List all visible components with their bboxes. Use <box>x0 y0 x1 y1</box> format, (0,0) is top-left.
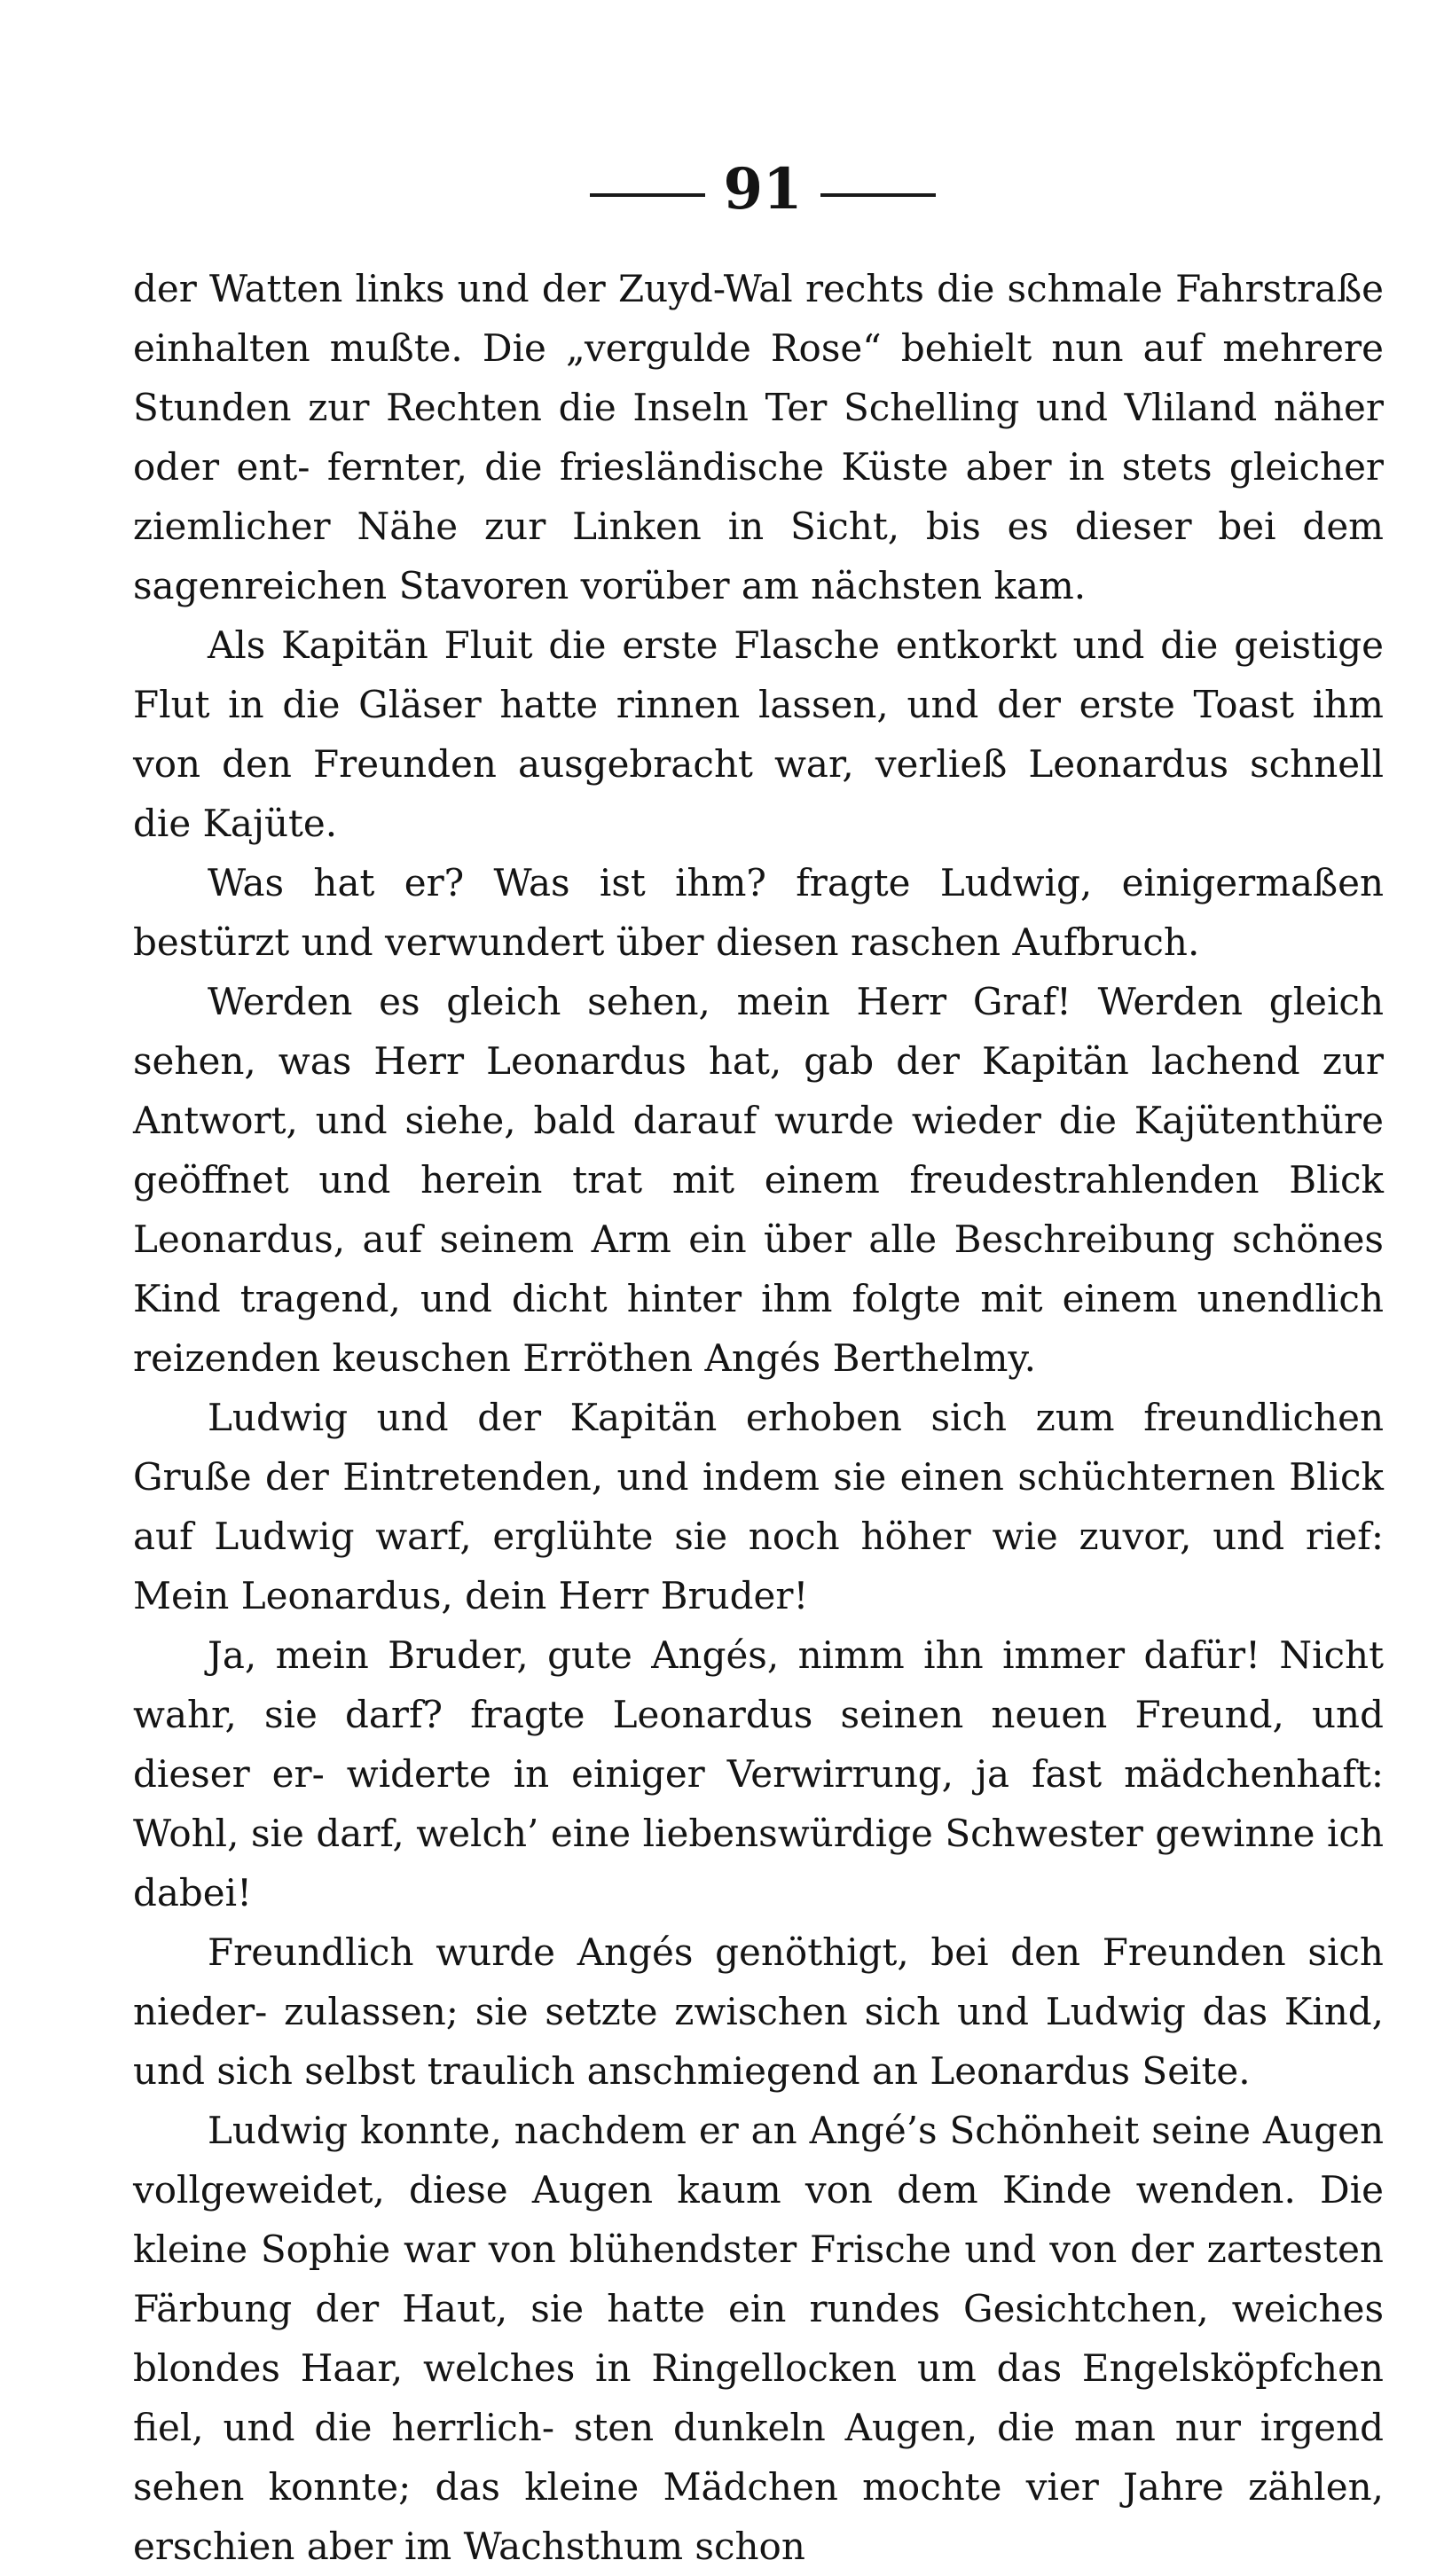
paragraph-8: Ludwig konnte, nachdem er an Angé’s Schönheit seine Augen vollgeweidet, diese Augen kaum von dem Kinde wenden. Die kleine Sophie war von blühendster Frische und von der zartesten Färbung der Haut, sie hatte ein rundes Gesichtchen, weiches blondes Haar, welches in Ringellocken um das Engelsköpfchen fiel, und die herrlich- sten dunkeln Augen, die man nur irgend sehen konnte; das kleine Mädchen mochte vier Jahre zählen, erschien aber im Wachsthum schon <box>133 2109 1384 2568</box>
paragraph-5: Ludwig und der Kapitän erhoben sich zum freundlichen Gruße der Eintretenden, und indem sie einen schüchternen Blick auf Ludwig warf, erglühte sie noch höher wie zuvor, und rief: Mein Leonardus, dein Herr Bruder! <box>133 1396 1384 1617</box>
paragraph-7: Freundlich wurde Angés genöthigt, bei den Freunden sich nieder- zulassen; sie setzte zwischen sich und Ludwig das Kind, und sich selbst traulich anschmiegend an Leonardus Seite. <box>133 1930 1384 2093</box>
paragraph-4: Werden es gleich sehen, mein Herr Graf! Werden gleich sehen, was Herr Leonardus hat, gab der Kapitän lachend zur Antwort, und siehe, bald darauf wurde wieder die Kajütenthüre geöffnet und herein trat mit einem freudestrahlenden Blick Leonardus, auf seinem Arm ein über alle Beschreibung schönes Kind tragend, und dicht hinter ihm folgte mit einem unendlich reizenden keuschen Erröthen Angés Berthelmy. <box>133 980 1384 1380</box>
paragraph-6: Ja, mein Bruder, gute Angés, nimm ihn immer dafür! Nicht wahr, sie darf? fragte Leonardus seinen neuen Freund, und dieser er- widerte in einiger Verwirrung, ja fast mädchenhaft: Wohl, sie darf, welch’ eine liebenswürdige Schwester gewinne ich dabei! <box>133 1633 1384 1914</box>
body-text <box>133 259 1384 2576</box>
paragraph-3: Was hat er? Was ist ihm? fragte Ludwig, einigermaßen bestürzt und verwundert über diesen raschen Aufbruch. <box>133 861 1384 964</box>
page-header <box>0 151 1452 231</box>
paragraph-1: der Watten links und der Zuyd-Wal rechts die schmale Fahrstraße einhalten mußte. Die „vergulde Rose“ behielt nun auf mehrere Stunden zur Rechten die Inseln Ter Schelling und Vliland näher oder ent- fernter, die friesländische Küste aber in stets gleicher ziemlicher Nähe zur Linken in Sicht, bis es dieser bei dem sagenreichen Stavoren vorüber am nächsten kam. <box>133 267 1384 607</box>
header-rule-left <box>590 193 705 197</box>
header-rule-right <box>820 193 936 197</box>
page-number: 91 <box>723 156 803 223</box>
paragraph-2: Als Kapitän Fluit die erste Flasche entkorkt und die geistige Flut in die Gläser hatte rinnen lassen, und der erste Toast ihm von den Freunden ausgebracht war, verließ Leonardus schnell die Kajüte. <box>133 623 1384 845</box>
